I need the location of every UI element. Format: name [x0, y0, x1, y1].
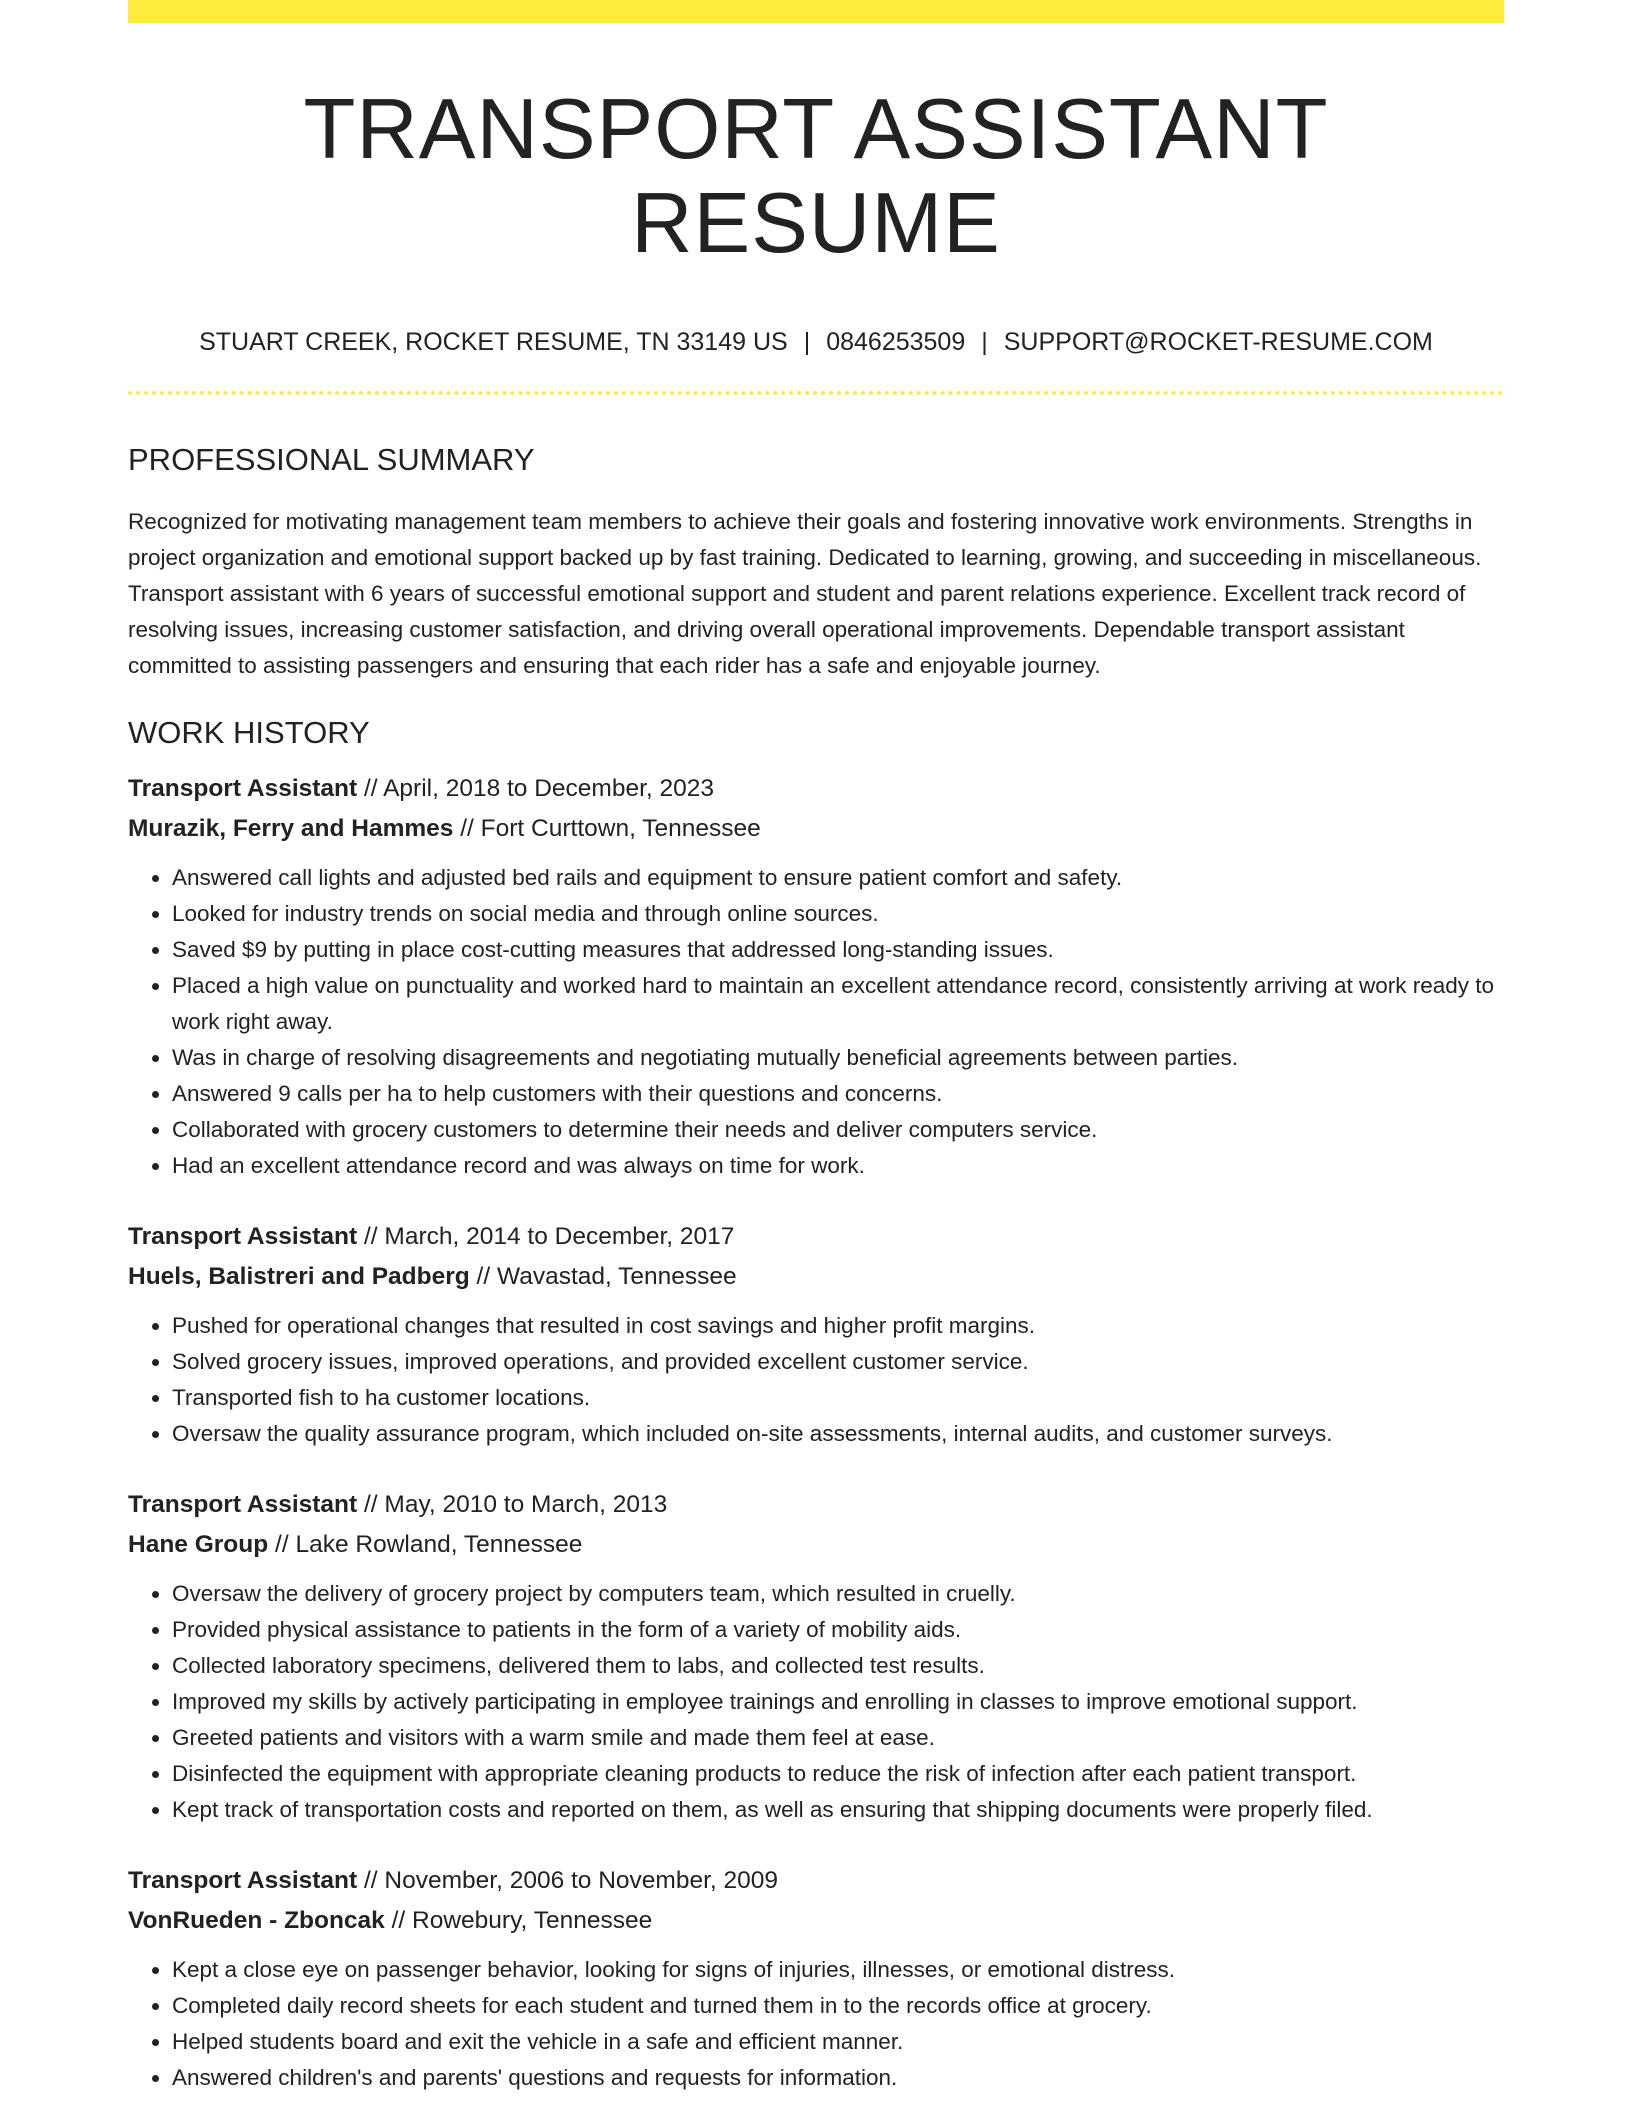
- job-entry: [128, 769, 1504, 1184]
- job-bullet: • Oversaw the delivery of grocery project by computers team, which resulted in cruelly.: [172, 1576, 1504, 1612]
- job-company-line: [128, 1525, 1504, 1565]
- job-bullet: • Kept a close eye on passenger behavior, looking for signs of injuries, illnesses, or emotional distress.: [172, 1952, 1504, 1988]
- job-bullet: • Placed a high value on punctuality and worked hard to maintain an excellent attendance record, consistently arriving at work ready to work right away.: [172, 968, 1504, 1040]
- contact-phone: 0846253509: [826, 328, 966, 356]
- job-dates: // April, 2018 to December, 2023: [357, 775, 715, 803]
- job-company-line: [128, 1257, 1504, 1297]
- job-title-line: [128, 1861, 1504, 1901]
- job-location: // Fort Curttown, Tennessee: [453, 815, 761, 843]
- job-bullet: • Answered call lights and adjusted bed rails and equipment to ensure patient comfort and safety.: [172, 860, 1504, 896]
- job-company-line: [128, 809, 1504, 849]
- job-location: // Lake Rowland, Tennessee: [268, 1531, 583, 1559]
- job-bullet: • Collected laboratory specimens, delivered them to labs, and collected test results.: [172, 1648, 1504, 1684]
- job-title-line: [128, 1217, 1504, 1257]
- contact-separator: |: [981, 328, 988, 356]
- job-company: Hane Group: [128, 1531, 269, 1559]
- job-dates: // November, 2006 to November, 2009: [357, 1867, 779, 1895]
- job-bullet: • Had an excellent attendance record and was always on time for work.: [172, 1148, 1504, 1184]
- job-bullet: • Oversaw the quality assurance program, which included on-site assessments, internal audits, and customer surveys.: [172, 1416, 1504, 1452]
- contact-separator: |: [803, 328, 811, 356]
- job-dates: // May, 2010 to March, 2013: [357, 1491, 668, 1519]
- job-bullet: • Transported fish to ha customer locations.: [172, 1380, 1504, 1416]
- job-company: Huels, Balistreri and Padberg: [128, 1263, 470, 1291]
- summary-text: Recognized for motivating management team members to achieve their goals and fostering innovative work environments. Strengths in project organization and emotional support backed up by fast training. Dedicated to learning, growing, and succeeding in miscellaneous. Transport assistant with 6 years of successful emotional support and student and parent relations experience. Excellent track record of resolving issues, increasing customer satisfaction, and driving overall operational improvements. Dependable transport assistant committed to assisting passengers and ensuring that each rider has a safe and enjoyable journey.: [128, 509, 1482, 679]
- job-bullet: • Improved my skills by actively participating in employee trainings and enrolling in classes to improve emotional support.: [172, 1684, 1504, 1720]
- job-bullet: • Provided physical assistance to patients in the form of a variety of mobility aids.: [172, 1612, 1504, 1648]
- job-title: Transport Assistant: [128, 775, 358, 803]
- job-bullet: • Solved grocery issues, improved operations, and provided excellent customer service.: [172, 1344, 1504, 1380]
- job-company-line: [128, 1901, 1504, 1941]
- job-bullet: • Pushed for operational changes that resulted in cost savings and higher profit margins.: [172, 1308, 1504, 1344]
- job-company: VonRueden - Zboncak: [128, 1907, 385, 1935]
- job-bullet-list: [128, 1308, 1504, 1452]
- job-bullet-list: [128, 1952, 1504, 2096]
- job-bullet: • Helped students board and exit the vehicle in a safe and efficient manner.: [172, 2024, 1504, 2060]
- accent-top-bar: [128, 0, 1504, 23]
- job-dates: // March, 2014 to December, 2017: [357, 1223, 735, 1251]
- job-title: Transport Assistant: [128, 1491, 358, 1519]
- work-history-list: [128, 769, 1504, 2096]
- job-bullet: • Collaborated with grocery customers to determine their needs and deliver computers service.: [172, 1112, 1504, 1148]
- job-title: Transport Assistant: [128, 1867, 358, 1895]
- job-bullet: • Saved $9 by putting in place cost-cutting measures that addressed long-standing issues.: [172, 932, 1504, 968]
- job-bullet: • Was in charge of resolving disagreements and negotiating mutually beneficial agreements between parties.: [172, 1040, 1504, 1076]
- job-bullet: • Greeted patients and visitors with a warm smile and made them feel at ease.: [172, 1720, 1504, 1756]
- job-bullet: • Disinfected the equipment with appropriate cleaning products to reduce the risk of infection after each patient transport.: [172, 1756, 1504, 1792]
- job-entry: [128, 1485, 1504, 1828]
- work-history-heading: WORK HISTORY: [128, 715, 370, 751]
- job-company: Murazik, Ferry and Hammes: [128, 815, 454, 843]
- job-bullet: • Kept track of transportation costs and reported on them, as well as ensuring that shipping documents were properly filed.: [172, 1792, 1504, 1828]
- job-title-line: [128, 1485, 1504, 1525]
- job-location: // Rowebury, Tennessee: [384, 1907, 653, 1935]
- job-bullet: • Answered children's and parents' questions and requests for information.: [172, 2060, 1504, 2096]
- job-bullet-list: [128, 860, 1504, 1184]
- job-title: Transport Assistant: [128, 1223, 358, 1251]
- job-location: // Wavastad, Tennessee: [469, 1263, 737, 1291]
- job-bullet: • Completed daily record sheets for each student and turned them in to the records office at grocery.: [172, 1988, 1504, 2024]
- job-bullet: • Looked for industry trends on social media and through online sources.: [172, 896, 1504, 932]
- job-bullet-list: [128, 1576, 1504, 1828]
- contact-email: SUPPORT@ROCKET-RESUME.COM: [1003, 328, 1433, 356]
- job-title-line: [128, 769, 1504, 809]
- resume-page: [128, 0, 1504, 2096]
- resume-title: TRANSPORT ASSISTANT RESUME: [303, 82, 1329, 271]
- job-bullet: • Answered 9 calls per ha to help customers with their questions and concerns.: [172, 1076, 1504, 1112]
- job-entry: [128, 1217, 1504, 1452]
- summary-heading: PROFESSIONAL SUMMARY: [128, 442, 535, 477]
- job-entry: [128, 1861, 1504, 2096]
- dotted-divider: [128, 391, 1504, 395]
- contact-address: STUART CREEK, ROCKET RESUME, TN 33149 US: [199, 328, 788, 356]
- contact-line: [128, 327, 1504, 357]
